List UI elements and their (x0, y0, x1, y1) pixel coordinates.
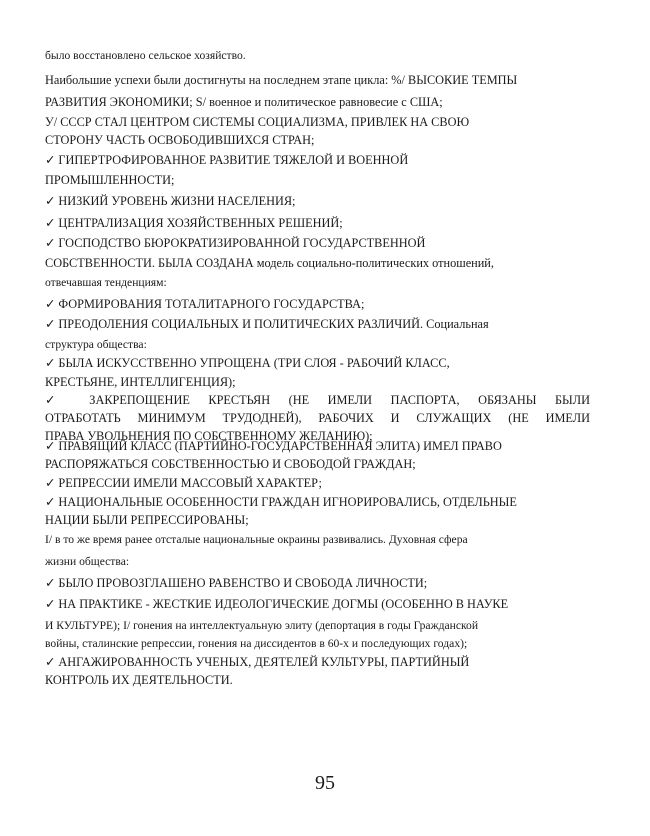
text-line: ✓ ПРЕОДОЛЕНИЯ СОЦИАЛЬНЫХ И ПОЛИТИЧЕСКИХ РАЗЛИЧИЙ. Социальная (45, 317, 489, 331)
text-line: У/ СССР СТАЛ ЦЕНТРОМ СИСТЕМЫ СОЦИАЛИЗМА, ПРИВЛЕК НА СВОЮ (45, 115, 470, 129)
text-line: ✓ ФОРМИРОВАНИЯ ТОТАЛИТАРНОГО ГОСУДАРСТВА; (45, 297, 365, 311)
text-line: ✓ ЗАКРЕПОЩЕНИЕ КРЕСТЬЯН (НЕ ИМЕЛИ ПАСПОРТА, ОБЯЗАНЫ БЫЛИ (45, 393, 590, 407)
text-line: ✓ РЕПРЕССИИ ИМЕЛИ МАССОВЫЙ ХАРАКТЕР; (45, 476, 322, 490)
text-line: ✓ ПРАВЯЩИЙ КЛАСС (ПАРТИЙНО-ГОСУДАРСТВЕННАЯ ЭЛИТА) ИМЕЛ ПРАВО (45, 439, 502, 453)
text-line: ✓ АНГАЖИРОВАННОСТЬ УЧЕНЫХ, ДЕЯТЕЛЕЙ КУЛЬТУРЫ, ПАРТИЙНЫЙ (45, 655, 470, 669)
text-line: было восстановлено сельское хозяйство. (45, 49, 246, 62)
text-line: КОНТРОЛЬ ИХ ДЕЯТЕЛЬНОСТИ. (45, 673, 233, 687)
text-line: КРЕСТЬЯНЕ, ИНТЕЛЛИГЕНЦИЯ); (45, 375, 236, 389)
text-line: войны, сталинские репрессии, гонения на диссидентов в 60-х и последующих годах); (45, 637, 468, 650)
text-line: РАЗВИТИЯ ЭКОНОМИКИ; S/ военное и политическое равновесие с США; (45, 95, 443, 109)
text-line: ✓ БЫЛО ПРОВОЗГЛАШЕНО РАВЕНСТВО И СВОБОДА ЛИЧНОСТИ; (45, 576, 428, 590)
text-line: отвечавшая тенденциям: (45, 276, 167, 289)
text-line: структура общества: (45, 338, 147, 351)
text-line: жизни общества: (45, 555, 130, 568)
text-line: Наибольшие успехи были достигнуты на последнем этапе цикла: %/ ВЫСОКИЕ ТЕМПЫ (45, 73, 518, 87)
text-line: ✓ НА ПРАКТИКЕ - ЖЕСТКИЕ ИДЕОЛОГИЧЕСКИЕ ДОГМЫ (ОСОБЕННО В НАУКЕ (45, 597, 509, 611)
text-line: ПРАВА УВОЛЬНЕНИЯ ПО СОБСТВЕННОМУ ЖЕЛАНИЮ); (45, 429, 373, 443)
text-line: ✓ НАЦИОНАЛЬНЫЕ ОСОБЕННОСТИ ГРАЖДАН ИГНОРИРОВАЛИСЬ, ОТДЕЛЬНЫЕ (45, 495, 517, 509)
text-line: I/ в то же время ранее отсталые национальные окраины развивались. Духовная сфера (45, 533, 468, 546)
text-line: ✓ ГИПЕРТРОФИРОВАННОЕ РАЗВИТИЕ ТЯЖЕЛОЙ И ВОЕННОЙ (45, 153, 409, 167)
text-line: ✓ БЫЛА ИСКУССТВЕННО УПРОЩЕНА (ТРИ СЛОЯ - РАБОЧИЙ КЛАСС, (45, 356, 450, 370)
text-line: ✓ ГОСПОДСТВО БЮРОКРАТИЗИРОВАННОЙ ГОСУДАРСТВЕННОЙ (45, 236, 426, 250)
text-line: ✓ ЦЕНТРАЛИЗАЦИЯ ХОЗЯЙСТВЕННЫХ РЕШЕНИЙ; (45, 216, 343, 230)
text-line: РАСПОРЯЖАТЬСЯ СОБСТВЕННОСТЬЮ И СВОБОДОЙ ГРАЖДАН; (45, 457, 416, 471)
text-line: НАЦИИ БЫЛИ РЕПРЕССИРОВАНЫ; (45, 513, 249, 527)
text-line: ОТРАБОТАТЬ МИНИМУМ ТРУДОДНЕЙ), РАБОЧИХ И СЛУЖАЩИХ (НЕ ИМЕЛИ (45, 411, 590, 425)
page-number: 95 (315, 772, 335, 794)
text-line: СОБСТВЕННОСТИ. БЫЛА СОЗДАНА модель социально-политических отношений, (45, 256, 494, 270)
text-line: И КУЛЬТУРЕ); I/ гонения на интеллектуальную элиту (депортация в годы Гражданской (45, 619, 479, 632)
text-line: ✓ НИЗКИЙ УРОВЕНЬ ЖИЗНИ НАСЕЛЕНИЯ; (45, 194, 296, 208)
text-line: ПРОМЫШЛЕННОСТИ; (45, 173, 175, 187)
text-line: СТОРОНУ ЧАСТЬ ОСВОБОДИВШИХСЯ СТРАН; (45, 133, 315, 147)
